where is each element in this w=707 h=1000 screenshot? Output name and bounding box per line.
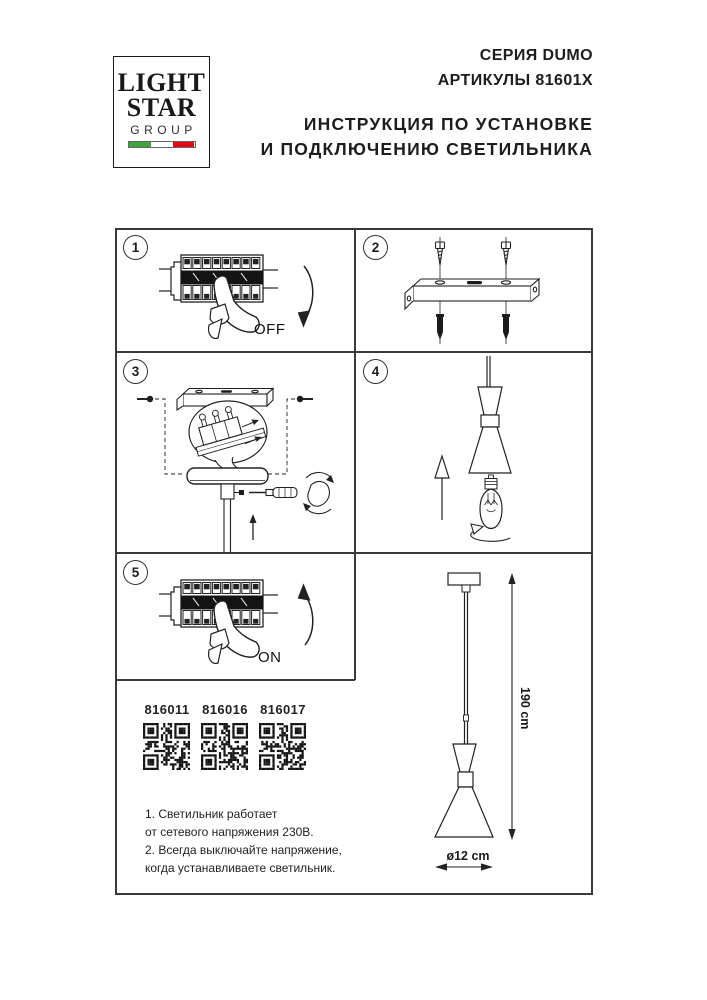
- articles-title: АРТИКУЛЫ 81601X: [437, 72, 593, 89]
- height-dimension-label: 190 cm: [518, 687, 532, 730]
- instruction-title: [261, 112, 593, 162]
- bracket-screws-drawing: [355, 228, 593, 352]
- step-3-number: 3: [123, 359, 148, 384]
- step-1-panel: [115, 228, 355, 352]
- step-4-panel: [355, 352, 593, 553]
- logo-star: STAR: [126, 93, 197, 122]
- italy-flag-icon: [128, 141, 196, 148]
- step-2-number: 2: [363, 235, 388, 260]
- qr-item-816017: [259, 702, 307, 770]
- qr-item-816011: [143, 702, 191, 770]
- flag-white: [151, 142, 173, 147]
- note-line: 2. Всегда выключайте напряжение,: [145, 843, 342, 857]
- qr-code: [143, 723, 190, 770]
- pendant-lamp-drawing: [355, 553, 593, 895]
- step-2-panel: [355, 228, 593, 352]
- circuit-breaker-on-drawing: [115, 553, 355, 680]
- qr-code: [259, 723, 306, 770]
- diameter-dimension-label: ø12 cm: [446, 849, 490, 863]
- circuit-breaker-off-drawing: [115, 228, 355, 352]
- on-label: ON: [258, 649, 282, 666]
- instruction-title-line1: ИНСТРУКЦИЯ ПО УСТАНОВКЕ: [303, 114, 593, 134]
- qr-item-816016: [201, 702, 249, 770]
- flag-red: [173, 142, 195, 147]
- usage-notes: [145, 805, 360, 877]
- step-1-number: 1: [123, 235, 148, 260]
- flag-green: [129, 142, 151, 147]
- note-line: когда устанавливаете светильник.: [145, 861, 336, 875]
- logo-group: GROUP: [130, 123, 197, 137]
- note-line: 1. Светильник работает: [145, 807, 278, 821]
- step-5-panel: [115, 553, 355, 680]
- qr-code: [201, 723, 248, 770]
- note-line: от сетевого напряжения 230В.: [145, 825, 314, 839]
- qr-label: 816017: [260, 702, 306, 717]
- instruction-title-line2: И ПОДКЛЮЧЕНИЮ СВЕТИЛЬНИКА: [260, 139, 593, 159]
- off-label: OFF: [254, 321, 286, 338]
- step-4-number: 4: [363, 359, 388, 384]
- header-text: [261, 47, 593, 162]
- series-title: СЕРИЯ DUMO: [479, 47, 593, 64]
- qr-label: 816016: [202, 702, 248, 717]
- qr-label: 816011: [144, 702, 190, 717]
- lamp-dimensions-drawing: [355, 553, 593, 895]
- logo-light: LIGHT: [117, 68, 206, 97]
- step-5-number: 5: [123, 560, 148, 585]
- canopy-wiring-drawing: [115, 352, 355, 553]
- step-3-panel: [115, 352, 355, 553]
- shade-bulb-drawing: [355, 352, 593, 553]
- lightstar-logo: [113, 56, 210, 168]
